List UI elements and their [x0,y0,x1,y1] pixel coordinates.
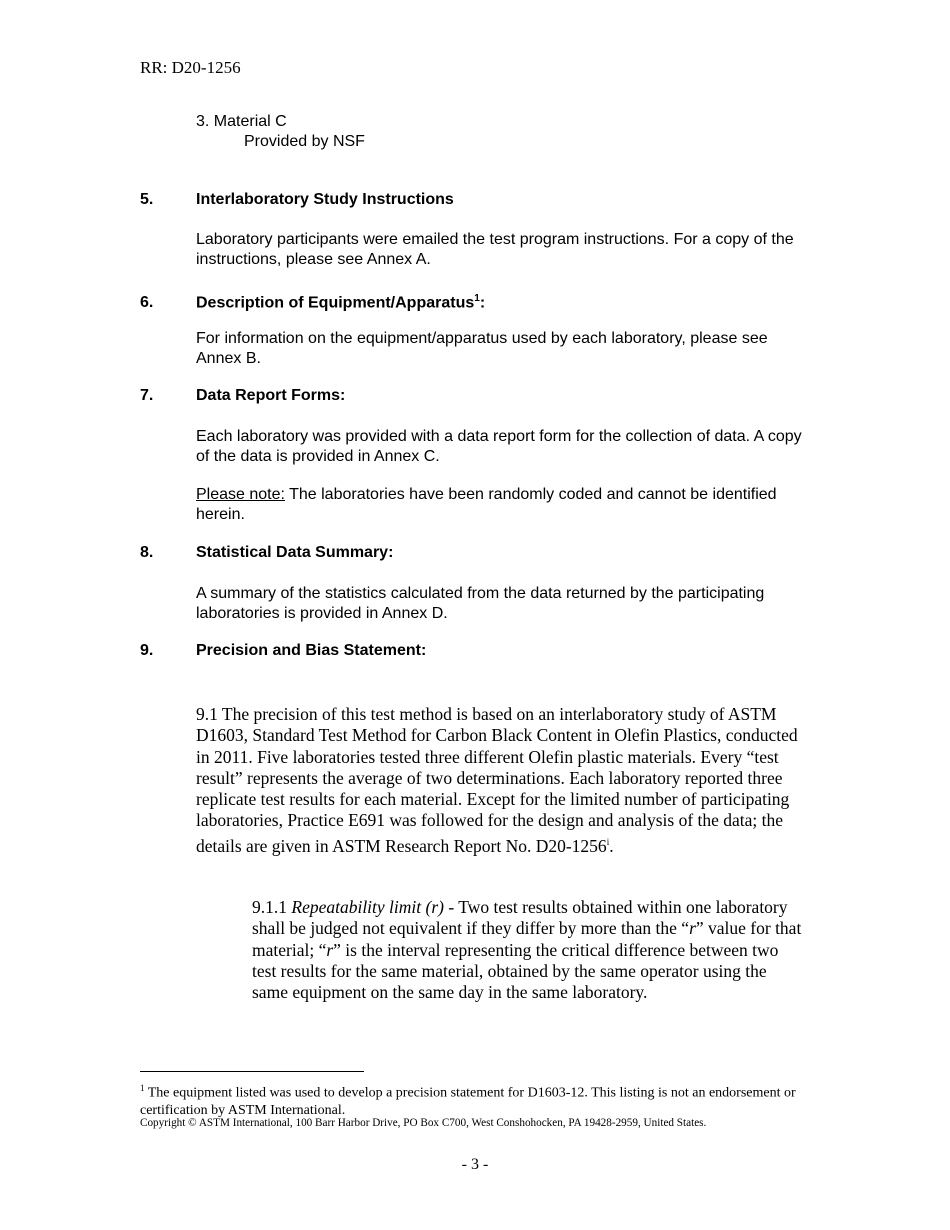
section-title: Description of Equipment/Apparatus [196,294,475,312]
precision-paragraph-9-1 [196,704,808,857]
repeatability-term: Repeatability limit (r) [291,897,444,917]
note-label: Please note: [196,486,285,503]
section-title: Statistical Data Summary: [196,544,394,561]
research-report-ref: i [606,836,610,847]
footnote-marker: 1 [140,1083,145,1093]
footnote-divider [140,1071,364,1072]
section-title: Interlaboratory Study Instructions [196,191,454,208]
section-8-body: A summary of the statistics calculated from the data returned by the participating laboratories is provided in Annex D. [196,585,765,622]
section-5-heading [140,190,454,210]
r-symbol: r [689,918,696,939]
section-8-heading [140,543,393,563]
section-5-body: Laboratory participants were emailed the test program instructions. For a copy of the instructions, please see Annex A. [196,231,794,268]
para-text: ” is the interval representing the critical difference between two test results for the same material, obtained by the same operator using the same equipment on the same day in the same laboratory. [252,939,779,1003]
material-provider: Provided by NSF [244,133,365,150]
section-title: Data Report Forms: [196,387,346,404]
repeatability-paragraph-9-1-1 [252,897,804,1003]
material-label: 3. Material C [196,113,287,130]
precision-end: . [609,835,614,856]
precision-text: 9.1 The precision of this test method is based on an interlaboratory study of ASTM D1603, Standard Test Method for Carbon Black Content in Olefin Plastics, conducted in 2011. Five laboratories tested three different Olefin plastic materials. Every “test result” represents the average of two determinations. Each laboratory reported three replicate test results for each material. Except for the limited number of participating laboratories, Practice E691 was followed for the design and analysis of the data; the details are given in ASTM Research Report No. D20-1256 [196,704,798,856]
report-header: RR: D20-1256 [140,58,241,77]
section-6-body: For information on the equipment/apparatus used by each laboratory, please see Annex B. [196,330,768,367]
para-number: 9.1.1 [252,897,292,917]
section-7-heading [140,386,345,406]
page-number: - 3 - [461,1156,489,1173]
section-number: 9. [140,642,154,659]
para-text: - Two test results obtained within one laboratory shall be judged not equivalent if they differ by more than the “ [252,897,788,939]
footnote-text: The equipment listed was used to develop a precision statement for D1603-12. This listing is not an endorsement or certification by ASTM International. [140,1085,796,1118]
section-7-body: Each laboratory was provided with a data report form for the collection of data. A copy of the data is provided in Annex C. [196,428,802,465]
section-6-heading [140,289,485,313]
note-body: The laboratories have been randomly coded and cannot be identified herein. [196,486,777,523]
r-symbol: r [326,939,334,960]
section-number: 7. [140,387,154,404]
footnote [140,1080,800,1119]
para-text: ” value for that material; “ [252,918,802,960]
section-7-note [196,485,816,525]
section-number: 6. [140,294,154,312]
copyright-notice: Copyright © ASTM International, 100 Barr Harbor Drive, PO Box C700, West Conshohocken, PA 19428-2959, United States. [140,1117,707,1129]
section-9-heading [140,641,426,661]
material-item [196,112,365,152]
section-title: Precision and Bias Statement: [196,642,427,659]
section-title-suffix: : [479,294,486,312]
section-number: 5. [140,191,154,208]
footnote-ref: 1 [474,293,480,304]
section-number: 8. [140,544,154,561]
